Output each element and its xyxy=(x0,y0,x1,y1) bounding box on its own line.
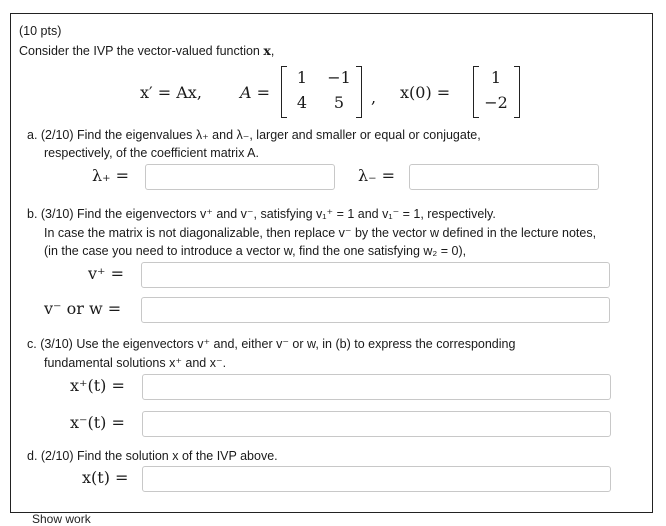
x0-left-bracket xyxy=(473,66,479,118)
matrix-a-cell: 4 xyxy=(296,93,308,112)
part-a-line1: a. (2/10) Find the eigenvalues λ₊ and λ₋, larger and smaller or equal or conjugate, xyxy=(27,128,481,142)
lambda-plus-label: λ₊ = xyxy=(92,166,130,185)
lambda-plus-input[interactable] xyxy=(145,164,335,190)
v-minus-or-w-input[interactable] xyxy=(141,297,610,323)
equation-separator: , xyxy=(371,88,377,107)
x-solution-input[interactable] xyxy=(142,466,611,492)
part-b-line1: b. (3/10) Find the eigenvectors v⁺ and v⁻, satisfying v₁⁺ = 1 and v₁⁻ = 1, respectively. xyxy=(27,207,496,221)
intro-variable: x xyxy=(263,43,271,58)
x-plus-input[interactable] xyxy=(142,374,611,400)
lambda-minus-input[interactable] xyxy=(409,164,599,190)
part-c-line2: fundamental solutions x⁺ and x⁻. xyxy=(44,356,227,370)
v-minus-or-w-label: v⁻ or w = xyxy=(44,299,122,318)
ode-equation: x′ = Ax, xyxy=(140,83,202,102)
x-minus-input[interactable] xyxy=(142,411,611,437)
v-plus-input[interactable] xyxy=(141,262,610,288)
matrix-a-cell: 1 xyxy=(296,68,308,87)
initial-condition-label: x(0) = xyxy=(400,83,451,102)
v-plus-label: v⁺ = xyxy=(88,264,124,283)
part-b-line3: (in the case you need to introduce a vector w, find the one satisfying w₂ = 0), xyxy=(44,244,467,258)
part-a-line2: respectively, of the coefficient matrix A. xyxy=(44,146,259,160)
x-plus-label: x⁺(t) = xyxy=(70,376,125,395)
x-solution-label: x(t) = xyxy=(82,468,129,487)
x0-right-bracket xyxy=(514,66,520,118)
part-d-line1: d. (2/10) Find the solution x of the IVP above. xyxy=(27,449,278,463)
matrix-a-right-bracket xyxy=(356,66,362,118)
x0-cell: 1 xyxy=(490,68,502,87)
matrix-a-cell: 5 xyxy=(333,93,345,112)
lambda-minus-label: λ₋ = xyxy=(358,166,396,185)
x0-cell: −2 xyxy=(484,93,508,112)
part-b-line2: In case the matrix is not diagonalizable, then replace v⁻ by the vector w defined in the lecture notes, xyxy=(44,226,597,240)
x-minus-label: x⁻(t) = xyxy=(70,413,125,432)
matrix-a-label: A = xyxy=(240,83,271,102)
matrix-a-left-bracket xyxy=(281,66,287,118)
part-c-line1: c. (3/10) Use the eigenvectors v⁺ and, either v⁻ or w, in (b) to express the corresponding xyxy=(27,337,516,351)
matrix-a-cell: −1 xyxy=(327,68,351,87)
intro-text: Consider the IVP the vector-valued function x, xyxy=(19,43,275,58)
points-label: (10 pts) xyxy=(19,24,62,38)
footer-cutoff-text: Show work xyxy=(32,512,91,526)
